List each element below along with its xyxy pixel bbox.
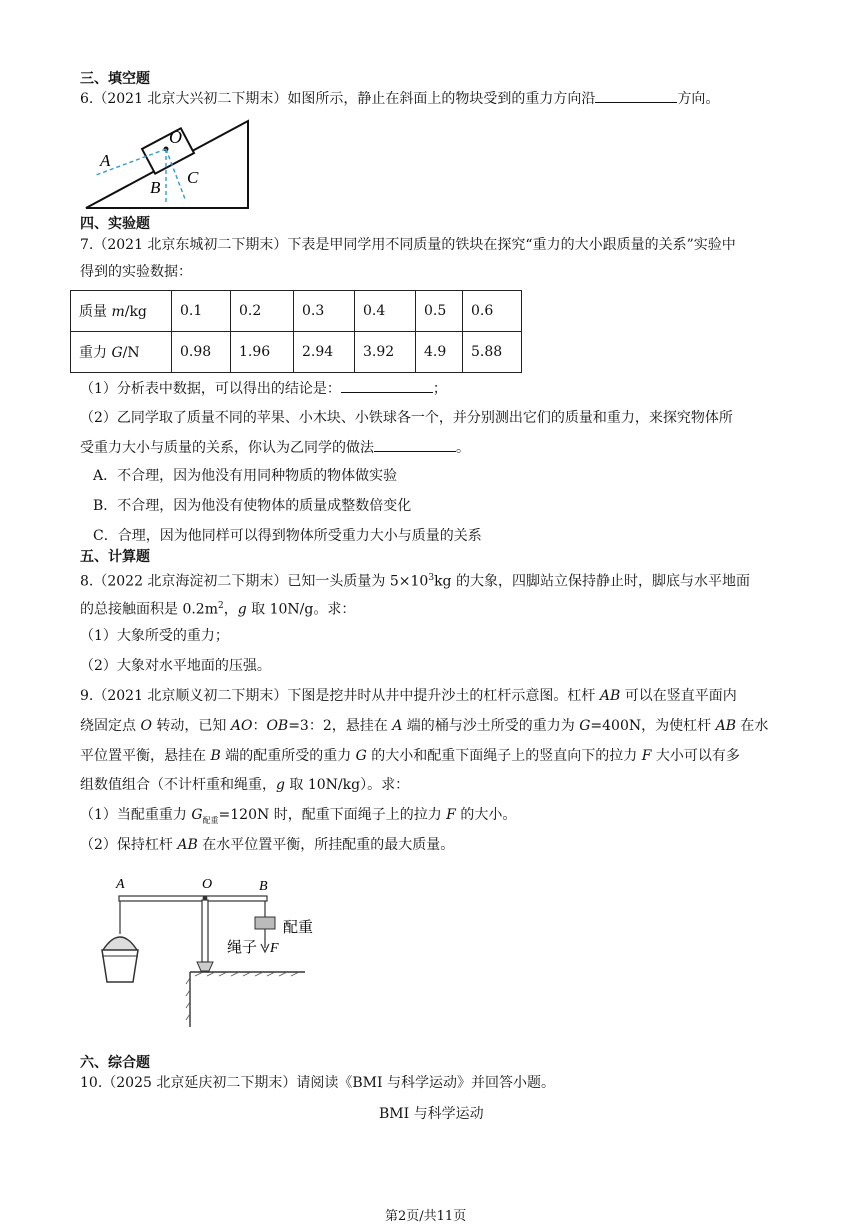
table-cell: 3.92	[355, 332, 416, 373]
question-10: 10.（2025 北京延庆初二下期末）请阅读《BMI 与科学运动》并回答小题。	[80, 1075, 555, 1091]
answer-blank[interactable]	[341, 378, 433, 393]
table-cell: 0.4	[355, 291, 416, 332]
q6-text-end: 方向。	[677, 91, 720, 107]
q7-option-b[interactable]: B．不合理，因为他没有使物体的质量成整数倍变化	[93, 498, 412, 514]
q8-sub1: （1）大象所受的重力；	[80, 628, 229, 644]
page-number: 第2页/共11页	[385, 1209, 467, 1224]
label-O: O	[202, 877, 213, 892]
q7-option-c[interactable]: C．合理，因为他同样可以得到物体所受重力大小与质量的关系	[93, 528, 482, 544]
block-shape	[142, 128, 194, 173]
table-cell: 0.98	[172, 332, 231, 373]
section-heading-calculation: 五、计算题	[80, 549, 150, 565]
table-row	[71, 291, 522, 332]
row-label-mass: 质量 m/kg	[71, 291, 172, 332]
q8-sub2: （2）大象对水平地面的压强。	[80, 658, 271, 674]
q7-sub2-line2: 受重力大小与质量的关系，你认为乙同学的做法 。	[80, 437, 470, 458]
label-A: A	[116, 877, 125, 892]
question-9-line1: 9.（2021 北京顺义初二下期末）下图是挖井时从井中提升沙土的杠杆示意图。杠杆 AB 可以在竖直平面内	[80, 688, 737, 704]
table-cell: 0.5	[416, 291, 463, 332]
question-8-line1: 8.（2022 北京海淀初二下期末）已知一头质量为 $5\times 10^3kg$ 的大象，四脚站立保持静止时，脚底与水平地面	[80, 573, 750, 590]
table-row	[71, 332, 522, 373]
label-C: C	[187, 168, 199, 187]
label-B: B	[150, 178, 161, 197]
bucket-body	[102, 950, 138, 982]
question-8-line2: 的总接触面积是 $0.2m^2$，g 取 10N/g。求：	[80, 601, 356, 618]
section-heading-experiment: 四、实验题	[80, 216, 150, 232]
q9-sub2: （2）保持杠杆 AB 在水平位置平衡，所挂配重的最大质量。	[80, 837, 455, 853]
q7-sub1: （1）分析表中数据，可以得出的结论是： ；	[80, 378, 447, 399]
label-B: B	[259, 879, 268, 894]
data-table	[70, 290, 522, 373]
section-heading-fill-in: 三、填空题	[80, 71, 150, 87]
counterweight-block	[255, 917, 275, 929]
lever-bar	[119, 896, 267, 901]
question-9-line2: 绕固定点 O 转动，已知 AO：OB=3：2，悬挂在 A 端的桶与沙土所受的重力为 G=400N，为使杠杆 AB 在水	[80, 718, 769, 734]
section-heading-comprehensive: 六、综合题	[80, 1055, 150, 1071]
table-cell: 2.94	[294, 332, 355, 373]
q7-sub2-line1: （2）乙同学取了质量不同的苹果、小木块、小铁球各一个，并分别测出它们的质量和重力，来探究物体所	[80, 410, 733, 426]
answer-blank[interactable]	[595, 88, 677, 103]
bucket-top	[103, 937, 137, 950]
label-rope: 绳子	[227, 938, 258, 956]
question-7-line2: 得到的实验数据：	[80, 264, 192, 280]
q6-text: 6.（2021 北京大兴初二下期末）如图所示，静止在斜面上的物块受到的重力方向沿	[80, 91, 596, 107]
q9-sub1: （1）当配重重力 $G_{配重}=120N$ 时，配重下面绳子上的拉力 F 的大小。	[80, 807, 517, 825]
article-title: BMI 与科学运动	[379, 1106, 484, 1122]
label-weight: 配重	[283, 918, 314, 936]
table-cell: 0.6	[463, 291, 522, 332]
label-A: A	[100, 151, 111, 170]
support-post	[202, 900, 208, 962]
label-O: O	[169, 127, 182, 147]
lever-figure	[95, 872, 335, 1032]
table-cell: 1.96	[231, 332, 294, 373]
table-cell: 0.2	[231, 291, 294, 332]
table-cell: 5.88	[463, 332, 522, 373]
answer-blank[interactable]	[374, 437, 456, 452]
row-label-weight: 重力 G/N	[71, 332, 172, 373]
table-cell: 0.1	[172, 291, 231, 332]
table-cell: 0.3	[294, 291, 355, 332]
incline-figure	[80, 113, 255, 213]
table-cell: 4.9	[416, 332, 463, 373]
label-F: F	[270, 941, 279, 956]
question-6	[80, 88, 719, 109]
q7-option-a[interactable]: A．不合理，因为他没有用同种物质的物体做实验	[93, 468, 398, 484]
question-9-line3: 平位置平衡，悬挂在 B 端的配重所受的重力 G 的大小和配重下面绳子上的竖直向下的拉力 F 大小可以有多	[80, 748, 740, 764]
question-7-line1: 7.（2021 北京东城初二下期末）下表是甲同学用不同质量的铁块在探究“重力的大小跟质量的关系”实验中	[80, 237, 736, 253]
question-9-line4: 组数值组合（不计杆重和绳重，g 取 10N/kg）。求：	[80, 777, 410, 793]
